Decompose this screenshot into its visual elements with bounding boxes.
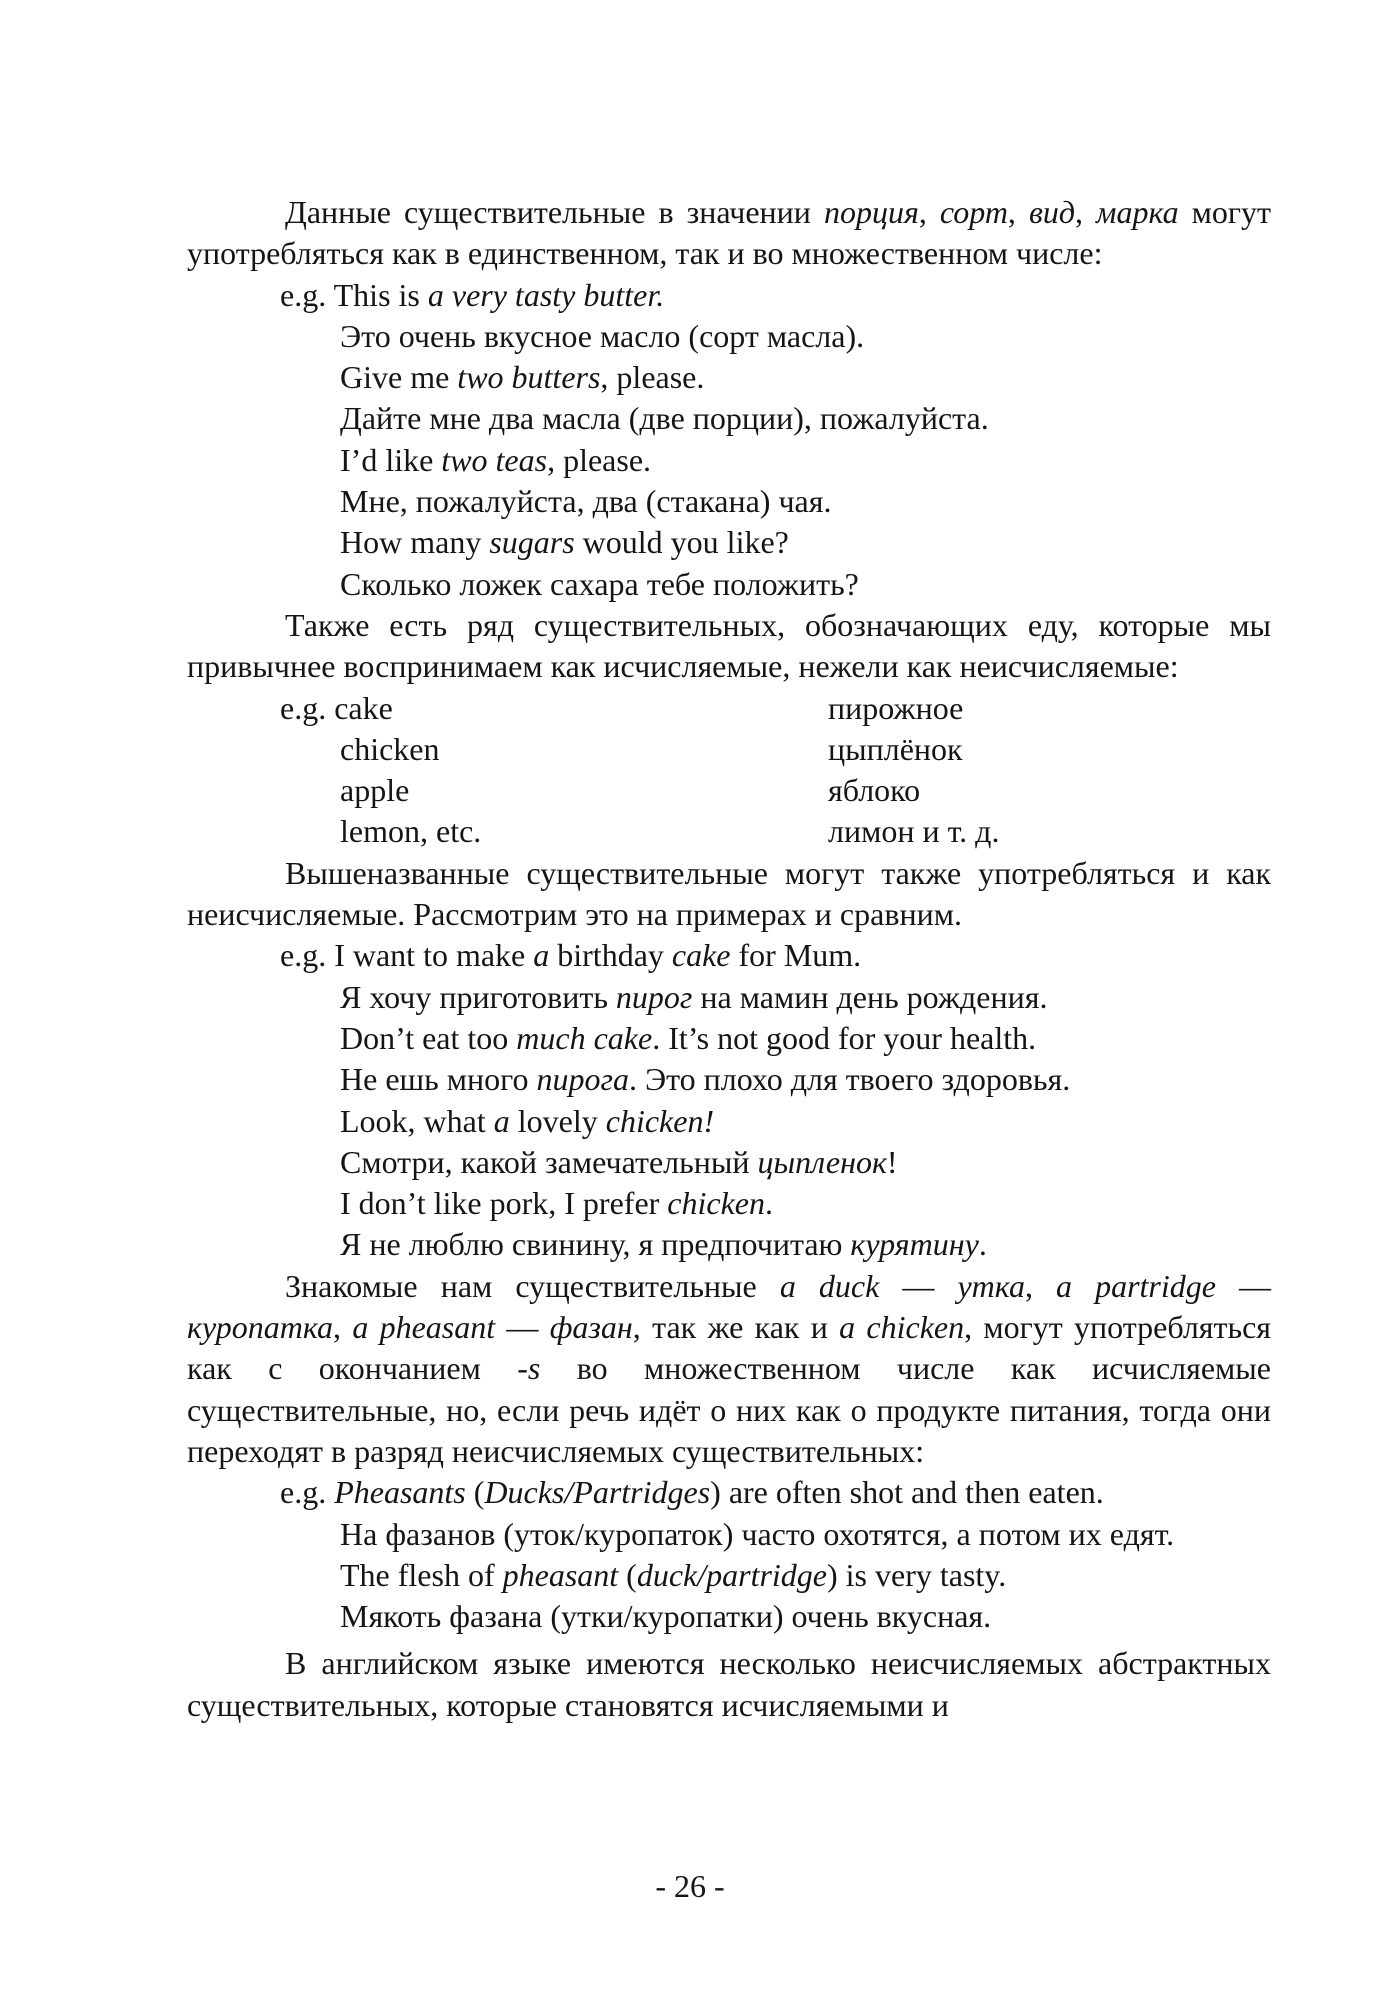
list-item xyxy=(187,729,1271,770)
term: a chicken xyxy=(839,1309,965,1346)
term: pheasant xyxy=(502,1556,619,1593)
english-word: chicken xyxy=(340,730,440,767)
text: I don’t like pork, I prefer xyxy=(340,1185,668,1222)
text: — xyxy=(1215,1267,1272,1304)
eg-label: e.g. xyxy=(280,1474,335,1511)
text: The flesh of xyxy=(340,1556,503,1593)
russian-word: цыплёнок xyxy=(828,730,963,767)
text: Look, what xyxy=(340,1102,494,1139)
text: , xyxy=(1024,1267,1057,1304)
paragraph-3: Вышеназванные существительные могут также употребляться и как неисчисляемые. Рассмотрим это на примерах и сравним. xyxy=(187,854,1271,933)
list-item xyxy=(187,688,1271,729)
example-line xyxy=(340,1555,1271,1596)
term: Pheasants xyxy=(334,1474,466,1511)
text: , xyxy=(333,1309,353,1346)
text: во множественном числе как исчисляемые существительные, но, если речь идёт о них как о продукте питания, тогда они переходят в разряд неисчисляемых существительных: xyxy=(187,1350,1272,1469)
term: duck/partridge xyxy=(636,1556,827,1593)
text: , xyxy=(1007,194,1029,230)
text: Смотри, какой замечательный xyxy=(340,1143,758,1180)
text: Don’t eat too xyxy=(340,1019,517,1056)
page-number: - 26 - xyxy=(655,1868,725,1904)
text: , xyxy=(918,194,940,230)
term: two butters xyxy=(457,359,601,396)
translation-line: Дайте мне два масла (две порции), пожалуйста. xyxy=(340,400,989,437)
text: birthday xyxy=(549,937,672,974)
english-word: e.g. cake xyxy=(280,689,393,726)
example-line xyxy=(280,275,1271,316)
list-item xyxy=(187,770,1271,811)
text: ! xyxy=(886,1143,898,1180)
term: -s xyxy=(517,1350,541,1387)
term: two teas xyxy=(441,441,548,478)
text: I want to make xyxy=(334,937,534,974)
term: цыпленок xyxy=(757,1143,887,1180)
text: . xyxy=(765,1185,773,1222)
term: chicken! xyxy=(605,1102,715,1139)
translation-line xyxy=(340,977,1271,1018)
text: могут употребляться как в единственном, так и во множественном числе: xyxy=(187,194,1271,272)
text: , могут употребляться как с окончанием xyxy=(187,1309,1271,1387)
text: Give me xyxy=(340,359,458,396)
text: would you like? xyxy=(574,524,789,561)
example-block-3 xyxy=(187,1472,1271,1637)
term: a xyxy=(533,937,550,974)
text: for Mum. xyxy=(730,937,862,974)
translation-line: Мякоть фазана (утки/куропатки) очень вкусная. xyxy=(340,1598,992,1635)
example-line xyxy=(340,1018,1271,1059)
text: . Это плохо для твоего здоровья. xyxy=(628,1061,1071,1098)
example-block-2 xyxy=(187,935,1271,1265)
example-block-1 xyxy=(187,275,1271,605)
translation-line: Это очень вкусное масло (сорт масла). xyxy=(340,317,865,354)
example-line xyxy=(340,522,1271,563)
page-body xyxy=(187,192,1271,1726)
term: курятину xyxy=(850,1226,979,1263)
text: Не ешь много xyxy=(340,1061,537,1098)
text: , так же как и xyxy=(632,1309,840,1346)
translation-line xyxy=(340,1142,1271,1183)
paragraph-5: В английском языке имеются несколько неисчисляемых абстрактных существительных, которые становятся исчисляемыми и xyxy=(187,1645,1271,1723)
text: на мамин день рождения. xyxy=(692,978,1048,1015)
term: chicken xyxy=(667,1185,765,1222)
russian-word: яблоко xyxy=(828,772,921,809)
text: ( xyxy=(465,1474,485,1511)
example-line xyxy=(340,1101,1271,1142)
paragraph-1 xyxy=(187,192,1271,275)
text: ) is very tasty. xyxy=(827,1556,1007,1593)
term: марка xyxy=(1096,194,1179,230)
russian-word: пирожное xyxy=(828,689,964,726)
term: a pheasant xyxy=(352,1309,496,1346)
translation-line: Мне, пожалуйста, два (стакана) чая. xyxy=(340,483,832,520)
term: фазан xyxy=(549,1309,633,1346)
text: I’d like xyxy=(340,441,442,478)
text: — xyxy=(495,1309,550,1346)
term: Ducks/Partridges xyxy=(484,1474,711,1511)
text: Знакомые нам существительные xyxy=(285,1267,780,1304)
text: , please. xyxy=(600,359,705,396)
text: lovely xyxy=(509,1102,606,1139)
term: cake xyxy=(671,937,731,974)
translation-line: На фазанов (уток/куропаток) часто охотятся, а потом их едят. xyxy=(340,1515,1175,1552)
text: Я не люблю свинину, я предпочитаю xyxy=(340,1226,851,1263)
example-line xyxy=(340,440,1271,481)
term: куропатка xyxy=(187,1309,334,1346)
term: a duck xyxy=(779,1267,880,1304)
translation-line: Сколько ложек сахара тебе положить? xyxy=(340,565,859,602)
example-line xyxy=(340,357,1271,398)
term: порция xyxy=(823,194,919,230)
text: . It’s not good for your health. xyxy=(652,1019,1037,1056)
text: ) are often shot and then eaten. xyxy=(710,1474,1104,1511)
term: пирог xyxy=(615,978,693,1015)
term: пирога xyxy=(536,1061,629,1098)
term: вид xyxy=(1028,194,1076,230)
text: Данные существительные в значении xyxy=(285,194,824,230)
eg-label: e.g. xyxy=(280,276,334,313)
text: ( xyxy=(618,1556,637,1593)
example-line xyxy=(280,935,1271,976)
text: Я хочу приготовить xyxy=(340,978,616,1015)
english-word: apple xyxy=(340,772,410,809)
term: sugars xyxy=(489,524,575,561)
text: This is xyxy=(333,276,428,313)
english-word: lemon, etc. xyxy=(340,813,482,850)
translation-line xyxy=(340,1224,1271,1265)
translation-line xyxy=(340,1059,1271,1100)
text: . xyxy=(978,1226,987,1263)
paragraph-2: Также есть ряд существительных, обозначающих еду, которые мы привычнее воспринимаем как исчисляемые, нежели как неисчисляемые: xyxy=(187,606,1271,685)
term: сорт xyxy=(939,194,1008,230)
paragraph-4 xyxy=(187,1266,1271,1472)
example-line xyxy=(340,1183,1271,1224)
food-list xyxy=(187,688,1271,853)
eg-label: e.g. xyxy=(280,937,335,974)
text: , xyxy=(1075,194,1097,230)
term: much cake xyxy=(516,1019,653,1056)
term: a partridge xyxy=(1056,1267,1216,1304)
example-line xyxy=(280,1472,1271,1513)
term: утка xyxy=(957,1267,1025,1304)
text: — xyxy=(879,1267,958,1304)
text: How many xyxy=(340,524,490,561)
russian-word: лимон и т. д. xyxy=(828,813,1000,850)
term: a xyxy=(493,1102,510,1139)
term: a very tasty butter. xyxy=(427,276,665,313)
text: , please. xyxy=(547,441,652,478)
list-item xyxy=(187,811,1271,852)
